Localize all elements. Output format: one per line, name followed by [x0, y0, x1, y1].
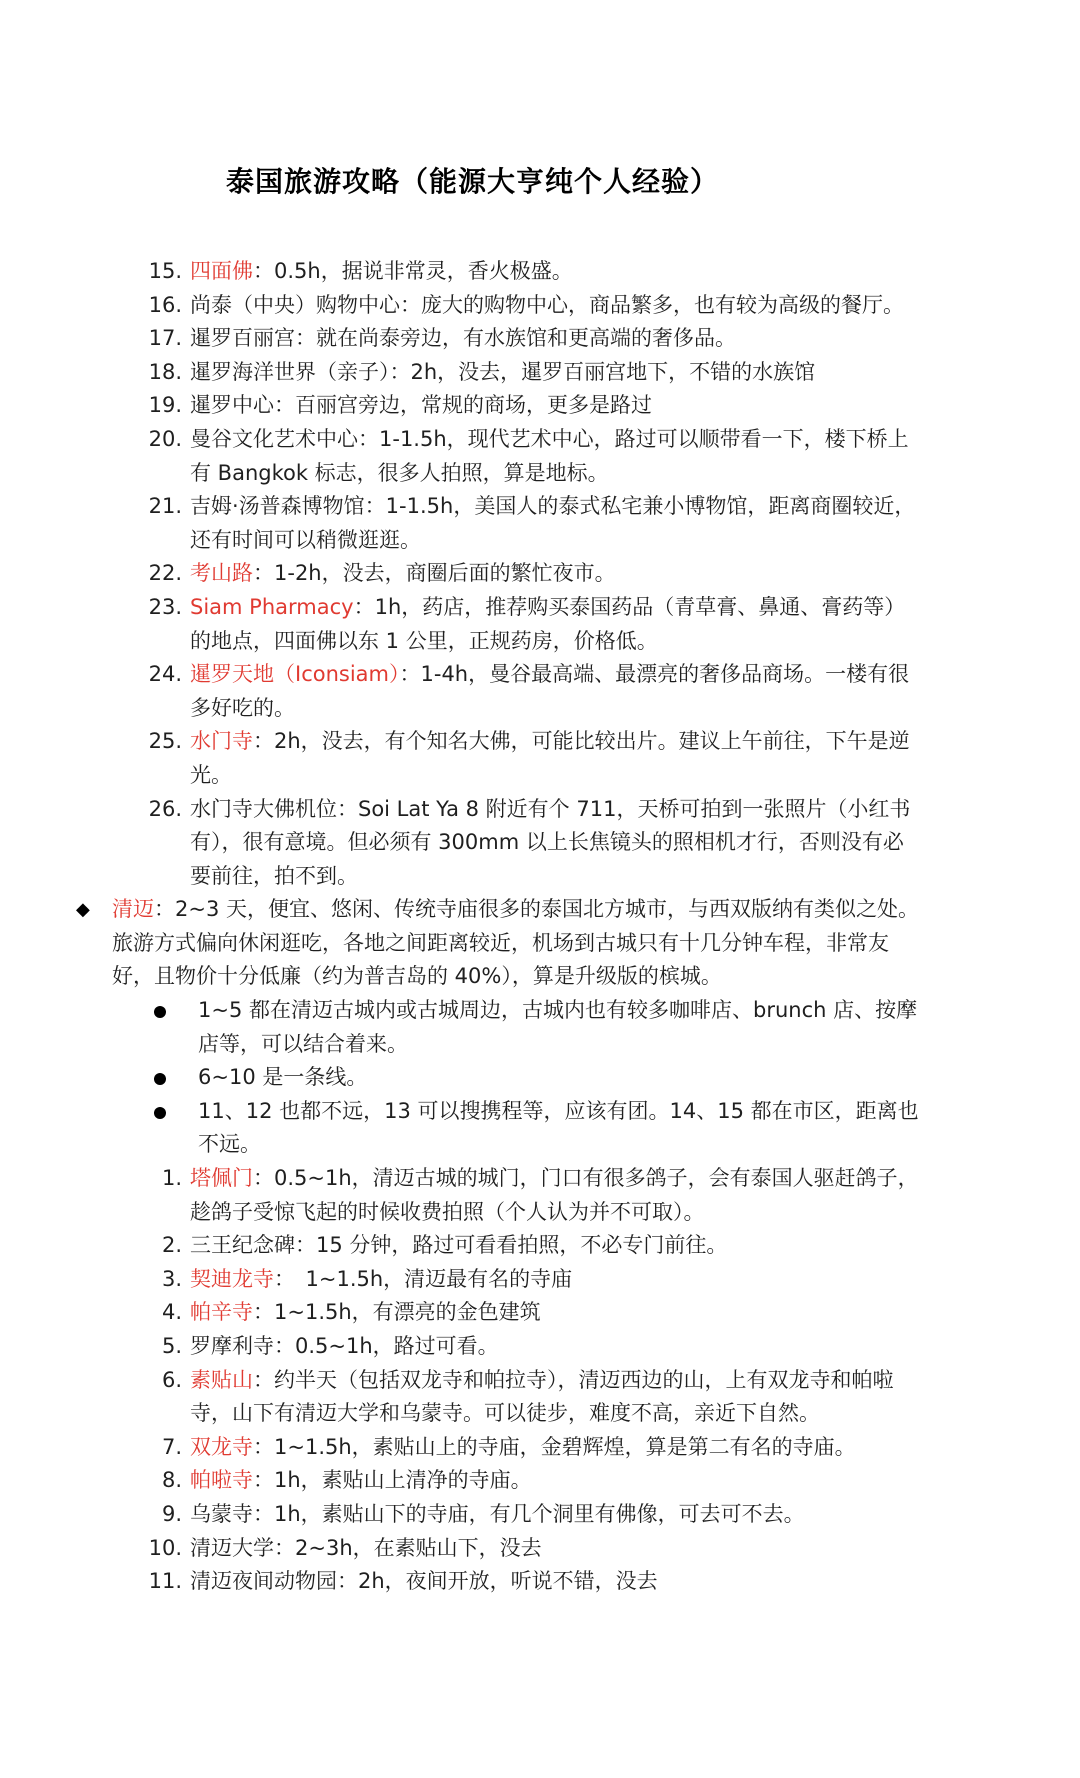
list-item-text: ：1h，素贴山上清净的寺庙。 — [253, 1468, 532, 1493]
list-item — [0, 1364, 1080, 1431]
list-item — [0, 289, 1080, 323]
bullet-dot-icon — [154, 1073, 166, 1085]
list-item — [0, 356, 1080, 390]
list-item-number: 6. — [161, 1367, 182, 1392]
list-item-text: ：1~1.5h，有漂亮的金色建筑 — [253, 1300, 541, 1325]
list-item-number: 10. — [148, 1535, 182, 1560]
list-item-number: 4. — [161, 1300, 182, 1325]
bullet-item — [0, 1095, 1080, 1162]
list-item — [0, 658, 1080, 725]
list-item — [0, 725, 1080, 792]
list-item-name: 素贴山 — [190, 1367, 253, 1392]
list-item — [0, 1229, 1080, 1263]
list-item-text: ：0.5~1h，清迈古城的城门，门口有很多鸽子，会有泰国人驱赶鸽子，趁鸽子受惊飞起的时候收费拍照（个人认为并不可取）。 — [190, 1166, 919, 1224]
list-item-number: 16. — [148, 292, 182, 317]
list-item — [0, 1296, 1080, 1330]
chiangmai-text: ：2~3 天，便宜、悠闲、传统寺庙很多的泰国北方城市，与西双版纳有类似之处。旅游方式偏向休闲逛吃，各地之间距离较近，机场到古城只有十几分钟车程，非常友好，且物价十分低廉（约为普吉岛的 40%），算是升级版的槟城。 — [112, 897, 919, 989]
list-item — [0, 490, 1080, 557]
list-item — [0, 255, 1080, 289]
diamond-bullet-icon: ◆ — [76, 899, 90, 921]
list-item-number: 7. — [161, 1434, 182, 1459]
bullet-text: 11、12 也都不远，13 可以搜携程等，应该有团。14、15 都在市区，距离也不远。 — [198, 1098, 919, 1157]
list-item-text: 尚泰（中央）购物中心：庞大的购物中心，商品繁多，也有较为高级的餐厅。 — [190, 292, 904, 317]
list-item-name: 帕辛寺 — [190, 1300, 253, 1325]
list-item-name: 四面佛 — [190, 259, 253, 283]
bullet-text: 1~5 都在清迈古城内或古城周边，古城内也有较多咖啡店、brunch 店、按摩店等，可以结合着来。 — [198, 998, 918, 1056]
bullet-text: 6~10 是一条线。 — [198, 1065, 368, 1090]
list-item-number: 25. — [148, 729, 182, 754]
list-item — [0, 793, 1080, 894]
chiangmai-name: 清迈 — [112, 897, 154, 922]
bullet-dot-icon — [154, 1107, 166, 1119]
list-item-number: 22. — [148, 561, 182, 586]
list-item — [0, 1498, 1080, 1532]
bullet-dot-icon — [154, 1006, 166, 1018]
list-item-name: 塔佩门 — [190, 1166, 253, 1191]
list-item-text: 水门寺大佛机位：Soi Lat Ya 8 附近有个 711，天桥可拍到一张照片（小红书有），很有意境。但必须有 300mm 以上长焦镜头的照相机才行，否则没有必要前往，拍不到。 — [190, 796, 911, 888]
chiangmai-section — [0, 893, 1080, 994]
list-item-number: 26. — [148, 796, 182, 821]
list-item-number: 18. — [148, 359, 182, 384]
list-item — [0, 389, 1080, 423]
list-item-number: 17. — [148, 326, 182, 351]
list-item-name: 契迪龙寺 — [190, 1266, 274, 1291]
list-item-number: 21. — [148, 494, 182, 519]
list-item — [0, 1431, 1080, 1465]
document-content — [0, 255, 1080, 1599]
list-item — [0, 1263, 1080, 1297]
list-item-number: 3. — [161, 1266, 182, 1291]
list-item-number: 5. — [161, 1334, 182, 1358]
list-item-text: 暹罗中心：百丽宫旁边，常规的商场，更多是路过 — [190, 393, 652, 418]
list-item — [0, 1162, 1080, 1229]
list-item-number: 23. — [148, 594, 182, 619]
list-item-text: 清迈夜间动物园：2h，夜间开放，听说不错，没去 — [190, 1569, 658, 1594]
bullet-item — [0, 994, 1080, 1061]
list-item — [0, 591, 1080, 658]
list-item — [0, 1464, 1080, 1498]
page-title: 泰国旅游攻略（能源大亨纯个人经验） — [226, 165, 720, 198]
list-item-text: ：2h，没去，有个知名大佛，可能比较出片。建议上午前往，下午是逆光。 — [190, 729, 910, 787]
list-item-number: 1. — [161, 1166, 182, 1191]
list-item-text: 曼谷文化艺术中心：1-1.5h，现代艺术中心，路过可以顺带看一下，楼下桥上有 Bangkok 标志，很多人拍照，算是地标。 — [190, 426, 909, 485]
list-item — [0, 557, 1080, 591]
list-item-text: 罗摩利寺：0.5~1h，路过可看。 — [190, 1334, 499, 1358]
list-item — [0, 322, 1080, 356]
list-item-text: ：1-4h，曼谷最高端、最漂亮的奢侈品商场。一楼有很多好吃的。 — [190, 662, 910, 720]
list-item-text: 暹罗海洋世界（亲子）：2h，没去，暹罗百丽宫地下，不错的水族馆 — [190, 359, 816, 384]
list-item-name: 帕啦寺 — [190, 1468, 253, 1493]
list-item-number: 8. — [161, 1468, 182, 1493]
list-item-name: 考山路 — [190, 561, 253, 586]
list-item-number: 15. — [148, 259, 182, 283]
list-item-number: 19. — [148, 393, 182, 418]
list-item-text: ：约半天（包括双龙寺和帕拉寺），清迈西边的山，上有双龙寺和帕啦寺，山下有清迈大学和乌蒙寺。可以徒步，难度不高，亲近下自然。 — [190, 1367, 894, 1426]
list-item-text: 三王纪念碑：15 分钟，路过可看看拍照，不必专门前往。 — [190, 1233, 728, 1258]
list-item — [0, 1330, 1080, 1364]
list-item-number: 11. — [148, 1569, 182, 1594]
list-item-name: 暹罗天地（Iconsiam） — [190, 662, 400, 687]
list-item-number: 24. — [148, 662, 182, 687]
bullet-item — [0, 1061, 1080, 1095]
list-item — [0, 423, 1080, 490]
list-item-text: ：1h，药店，推荐购买泰国药品（青草膏、鼻通、膏药等）的地点，四面佛以东 1 公里，正规药房，价格低。 — [190, 594, 906, 653]
list-item-text: ：1~1.5h，素贴山上的寺庙，金碧辉煌，算是第二有名的寺庙。 — [253, 1434, 856, 1459]
list-item-name: 水门寺 — [190, 729, 253, 754]
list-item — [0, 1532, 1080, 1566]
list-item-number: 9. — [161, 1501, 182, 1526]
list-item-number: 20. — [148, 426, 182, 451]
list-item-text: ：0.5h，据说非常灵，香火极盛。 — [253, 259, 573, 283]
list-item-number: 2. — [161, 1233, 182, 1258]
list-item-text: 暹罗百丽宫：就在尚泰旁边，有水族馆和更高端的奢侈品。 — [190, 326, 736, 351]
bangkok-list — [0, 255, 1080, 893]
list-item-text: 吉姆·汤普森博物馆：1-1.5h，美国人的泰式私宅兼小博物馆，距离商圈较近，还有时间可以稍微逛逛。 — [190, 494, 916, 552]
chiangmai-list — [0, 1162, 1080, 1599]
list-item — [0, 1565, 1080, 1599]
list-item-text: ： 1~1.5h，清迈最有名的寺庙 — [274, 1266, 573, 1291]
list-item-text: ：1-2h，没去，商圈后面的繁忙夜市。 — [253, 561, 616, 586]
list-item-text: 清迈大学：2~3h，在素贴山下，没去 — [190, 1535, 542, 1560]
list-item-text: 乌蒙寺：1h，素贴山下的寺庙，有几个洞里有佛像，可去可不去。 — [190, 1501, 805, 1526]
list-item-name: 双龙寺 — [190, 1434, 253, 1459]
list-item-name: Siam Pharmacy — [190, 594, 354, 619]
